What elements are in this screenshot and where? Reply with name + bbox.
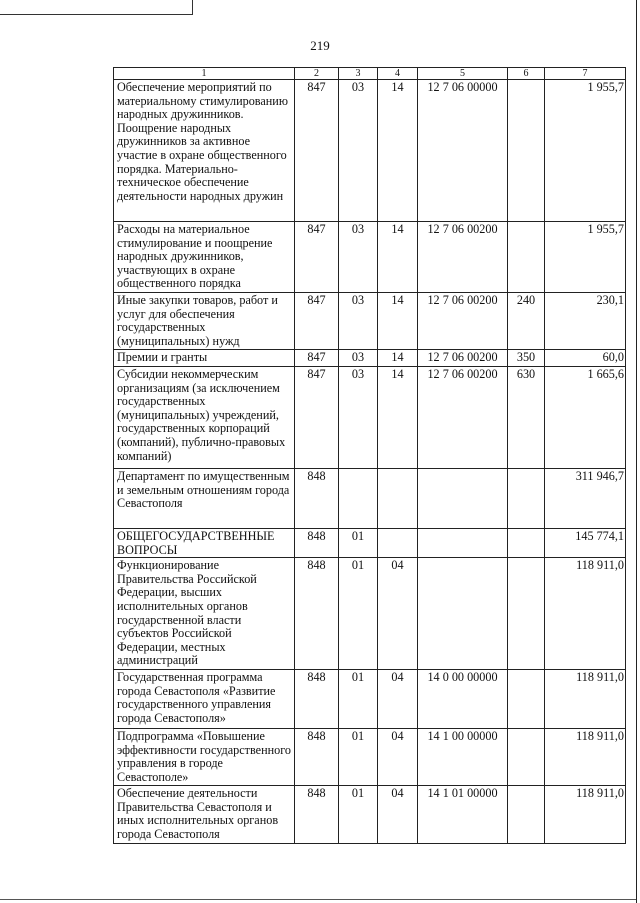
row-name: Государственная программа города Севастополя «Развитие государственного управления города Севастополя» (114, 670, 295, 729)
header-row (114, 68, 626, 80)
row-ved: 848 (295, 670, 339, 729)
row-name: Обеспечение мероприятий по материальному стимулированию народных дружинников. Поощрение народных дружинников за активное участие в охране общественного порядка. Материально-техническое обеспечение деятельности народных дружин (114, 80, 295, 222)
row-expense-type (508, 786, 545, 844)
row-amount: 1 665,6 (545, 367, 626, 469)
row-name: Подпрограмма «Повышение эффективности государственного управления в городе Севастополе» (114, 729, 295, 786)
row-amount: 118 911,0 (545, 670, 626, 729)
row-ved: 848 (295, 558, 339, 670)
table-row (114, 729, 626, 786)
row-section: 03 (339, 367, 378, 469)
row-section: 03 (339, 293, 378, 350)
row-target-article: 14 1 00 00000 (418, 729, 508, 786)
row-subsection: 04 (378, 670, 418, 729)
row-section: 01 (339, 558, 378, 670)
row-section: 01 (339, 786, 378, 844)
row-section: 01 (339, 729, 378, 786)
row-ved: 847 (295, 367, 339, 469)
row-subsection: 14 (378, 350, 418, 367)
row-target-article: 14 0 00 00000 (418, 670, 508, 729)
row-subsection: 04 (378, 786, 418, 844)
row-ved: 847 (295, 222, 339, 293)
row-amount: 230,1 (545, 293, 626, 350)
row-expense-type (508, 222, 545, 293)
table-row (114, 350, 626, 367)
row-expense-type (508, 529, 545, 558)
row-name: ОБЩЕГОСУДАРСТВЕННЫЕ ВОПРОСЫ (114, 529, 295, 558)
row-name: Обеспечение деятельности Правительства Севастополя и иных исполнительных органов города Севастополя (114, 786, 295, 844)
row-section: 03 (339, 80, 378, 222)
header-col-3: 3 (339, 68, 378, 80)
table-row (114, 529, 626, 558)
row-name: Расходы на материальное стимулирование и поощрение народных дружинников, участвующих в охране общественного порядка (114, 222, 295, 293)
header-col-7: 7 (545, 68, 626, 80)
row-section: 01 (339, 529, 378, 558)
row-ved: 848 (295, 529, 339, 558)
row-section (339, 469, 378, 529)
row-subsection: 04 (378, 558, 418, 670)
table-row (114, 367, 626, 469)
table-row (114, 786, 626, 844)
row-expense-type: 240 (508, 293, 545, 350)
row-expense-type: 630 (508, 367, 545, 469)
row-expense-type (508, 469, 545, 529)
row-target-article (418, 558, 508, 670)
header-col-6: 6 (508, 68, 545, 80)
row-target-article: 12 7 06 00200 (418, 222, 508, 293)
row-target-article: 14 1 01 00000 (418, 786, 508, 844)
row-name: Функционирование Правительства Российской Федерации, высших исполнительных органов государственной власти субъектов Российской Федерации, местных администраций (114, 558, 295, 670)
row-ved: 848 (295, 729, 339, 786)
row-amount: 60,0 (545, 350, 626, 367)
page-number: 219 (310, 38, 330, 53)
row-name: Департамент по имущественным и земельным отношениям города Севастополя (114, 469, 295, 529)
row-amount: 118 911,0 (545, 786, 626, 844)
row-target-article (418, 529, 508, 558)
row-section: 03 (339, 350, 378, 367)
row-ved: 847 (295, 293, 339, 350)
row-expense-type (508, 670, 545, 729)
row-target-article: 12 7 06 00200 (418, 293, 508, 350)
row-target-article: 12 7 06 00200 (418, 350, 508, 367)
table-row (114, 80, 626, 222)
row-subsection (378, 469, 418, 529)
budget-table (113, 67, 626, 844)
row-expense-type (508, 80, 545, 222)
row-amount: 1 955,7 (545, 80, 626, 222)
header-col-2: 2 (295, 68, 339, 80)
row-ved: 847 (295, 80, 339, 222)
row-expense-type (508, 729, 545, 786)
header-col-4: 4 (378, 68, 418, 80)
table-row (114, 558, 626, 670)
header-col-1: 1 (114, 68, 295, 80)
row-subsection: 14 (378, 222, 418, 293)
scan-bottom-line (0, 899, 636, 900)
row-expense-type: 350 (508, 350, 545, 367)
row-section: 03 (339, 222, 378, 293)
row-ved: 847 (295, 350, 339, 367)
row-subsection (378, 529, 418, 558)
row-target-article (418, 469, 508, 529)
row-ved: 848 (295, 469, 339, 529)
row-name: Субсидии некоммерческим организациям (за исключением государственных (муниципальных) учреждений, государственных корпораций (компаний), публично-правовых компаний) (114, 367, 295, 469)
row-expense-type (508, 558, 545, 670)
row-subsection: 14 (378, 80, 418, 222)
row-amount: 118 911,0 (545, 729, 626, 786)
table-row (114, 469, 626, 529)
row-subsection: 04 (378, 729, 418, 786)
row-ved: 848 (295, 786, 339, 844)
row-amount: 1 955,7 (545, 222, 626, 293)
row-subsection: 14 (378, 367, 418, 469)
row-section: 01 (339, 670, 378, 729)
row-name: Иные закупки товаров, работ и услуг для обеспечения государственных (муниципальных) нужд (114, 293, 295, 350)
row-amount: 118 911,0 (545, 558, 626, 670)
table-row (114, 222, 626, 293)
scan-edge-line (636, 0, 637, 903)
table-row (114, 670, 626, 729)
row-amount: 145 774,1 (545, 529, 626, 558)
row-name: Премии и гранты (114, 350, 295, 367)
row-target-article: 12 7 06 00200 (418, 367, 508, 469)
row-amount: 311 946,7 (545, 469, 626, 529)
header-col-5: 5 (418, 68, 508, 80)
row-subsection: 14 (378, 293, 418, 350)
row-target-article: 12 7 06 00000 (418, 80, 508, 222)
table-row (114, 293, 626, 350)
scan-corner-mark (0, 0, 193, 15)
budget-table-body (114, 68, 626, 844)
